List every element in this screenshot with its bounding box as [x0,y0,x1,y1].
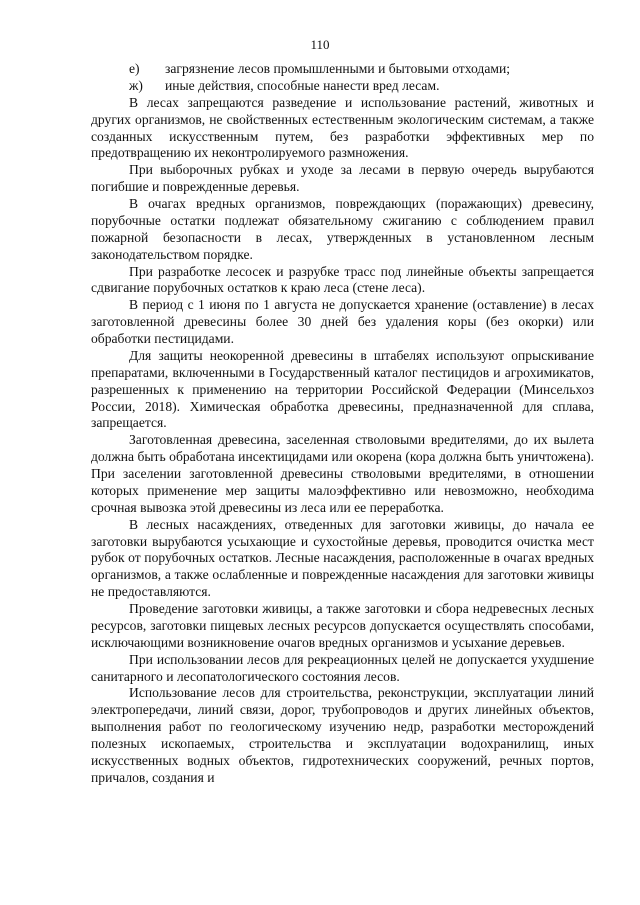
paragraph: При разработке лесосек и разрубке трасс под линейные объекты запрещается сдвигание порубочных остатков к краю леса (стене леса). [91,263,594,296]
list-item-text: иные действия, способные нанести вред лесам. [165,77,440,93]
paragraph: Заготовленная древесина, заселенная стволовыми вредителями, до их вылета должна быть обработана инсектицидами или окорена (кора должна быть уничтожена). При заселении заготовленной древесины стволовыми вредителями, в отношении которых применение мер защиты малоэффективно или невозможно, необходима срочная вывозка этой древесины из леса или ее переработка. [91,432,594,515]
paragraph: Для защиты неокоренной древесины в штабелях используют опрыскивание препаратами, включенными в Государственный каталог пестицидов и агрохимикатов, разрешенных к применению на территории Российской Федерации (Минсельхоз России, 2018). Химическая обработка древесины, предназначенной для сплава, запрещается. [91,347,594,431]
paragraph: В лесах запрещаются разведение и использование растений, животных и других организмов, не свойственных естественным экологическим системам, а также созданных искусственным путем, без разработки эффективных мер по предотвращению их неконтролируемого размножения. [91,94,594,161]
paragraph: В очагах вредных организмов, повреждающих (поражающих) древесину, порубочные остатки подлежат обязательному сжиганию с соблюдением правил пожарной безопасности в лесах, утвержденных в установленном лесным законодательством порядке. [91,196,594,262]
paragraph: При использовании лесов для рекреационных целей не допускается ухудшение санитарного и лесопатологического состояния лесов. [91,651,594,684]
paragraph: Проведение заготовки живицы, а также заготовки и сбора недревесных лесных ресурсов, заготовки пищевых лесных ресурсов допускается осуществлять способами, исключающими возникновение очагов вредных организмов и усыхание деревьев. [91,601,594,650]
list-marker: ж) [129,77,143,93]
list-item [91,78,594,95]
paragraph: В период с 1 июня по 1 августа не допускается хранение (оставление) в лесах заготовленной древесины более 30 дней без удаления коры (без окорки) или обработки пестицидами. [91,297,594,346]
page-number: 110 [310,37,330,52]
list-marker: е) [129,61,140,76]
paragraph: При выборочных рубках и уходе за лесами в первую очередь вырубаются погибшие и поврежденные деревья. [91,162,594,195]
document-body [91,61,594,787]
list-item [91,61,594,78]
paragraph: В лесных насаждениях, отведенных для заготовки живицы, до начала ее заготовки вырубаются усыхающие и сухостойные деревья, проводится очистка мест рубок от порубочных остатков. Лесные насаждения, расположенные в очагах вредных организмов, а также ослабленные и поврежденные насаждения для заготовки живицы не предоставляются. [91,516,594,600]
paragraph: Использование лесов для строительства, реконструкции, эксплуатации линий электропередачи, линий связи, дорог, трубопроводов и других линейных объектов, выполнения работ по геологическому изучению недр, разработки месторождений полезных ископаемых, строительства и эксплуатации водохранилищ, иных искусственных водных объектов, гидротехнических сооружений, речных портов, причалов, создания и [91,685,594,785]
list-item-text: загрязнение лесов промышленными и бытовыми отходами; [165,61,511,76]
